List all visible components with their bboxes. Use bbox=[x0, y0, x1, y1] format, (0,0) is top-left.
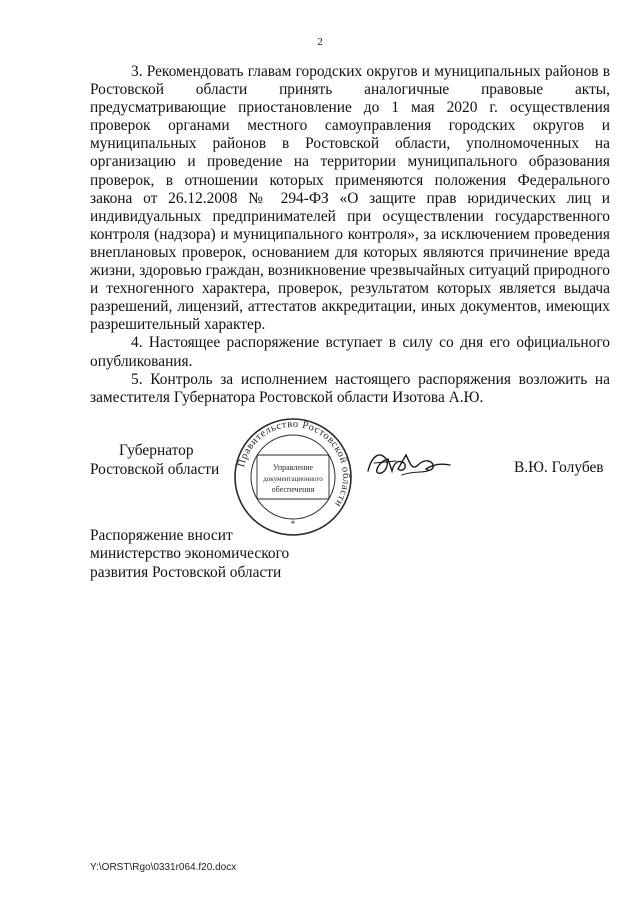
paragraph-item-3: 3. Рекомендовать главам городских округов и муниципальных районов в Ростовской области принять аналогичные правовые акты, предусматривающие приостановление до 1 мая 2020 г. осуществления проверок органами местного самоуправления городских округов и муниципальных районов в Ростовской области, уполномоченных на организацию и проведение на территории муниципального образования проверок, в отношении которых применяются положения Федерального закона от 26.12.2008 № 294-ФЗ «О защите прав юридических лиц и индивидуальных предпринимателей при осуществлении государственного контроля (надзора) и муниципального контроля», за исключением проведения внеплановых проверок, основанием для которых являются причинение вреда жизни, здоровью граждан, возникновение чрезвычайных ситуаций природного и техногенного характера, проверок, результатом которых является выдача разрешений, лицензий, аттестатов аккредитации, иных документов, имеющих разрешительный характер. bbox=[90, 63, 610, 334]
governor-title bbox=[90, 442, 219, 479]
seal-inner-line2: документационного bbox=[263, 475, 323, 483]
paragraph-item-5: 5. Контроль за исполнением настоящего распоряжения возложить на заместителя Губернатора Ростовской области Изотова А.Ю. bbox=[90, 370, 610, 406]
file-path-footer: Y:\ORST\Rgo\0331r064.f20.docx bbox=[90, 862, 237, 873]
submitter-line3: развития Ростовской области bbox=[90, 563, 282, 581]
paragraph-item-4: 4. Настоящее распоряжение вступает в силу со дня его официального опубликования. bbox=[90, 334, 610, 370]
seal-inner-line3: обеспечения bbox=[271, 485, 315, 494]
signer-name: В.Ю. Голубев bbox=[514, 459, 604, 476]
signature-block bbox=[0, 415, 640, 535]
submitter-line1: Распоряжение вносит bbox=[90, 527, 233, 544]
submitter-line2: министерство экономического bbox=[90, 545, 290, 563]
governor-title-line2: Ростовской области bbox=[90, 460, 220, 478]
document-body bbox=[90, 63, 610, 407]
official-seal-stamp bbox=[233, 417, 353, 537]
governor-title-line1: Губернатор bbox=[119, 442, 194, 459]
page-number: 2 bbox=[317, 36, 323, 48]
seal-outer-text: Правительство Ростовской области bbox=[236, 418, 352, 509]
submitter-note bbox=[90, 527, 289, 582]
handwritten-signature bbox=[362, 441, 454, 485]
svg-text:*: * bbox=[290, 519, 296, 529]
seal-inner-line1: Управление bbox=[272, 463, 314, 472]
